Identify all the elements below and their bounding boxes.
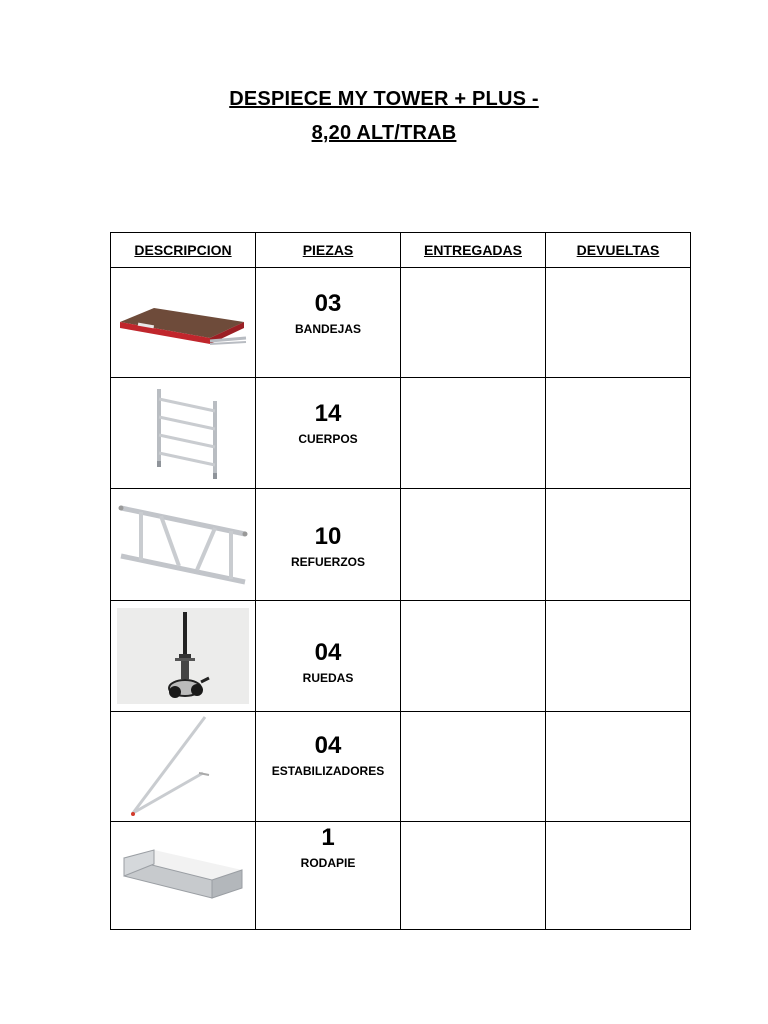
entregadas-cell[interactable]: [401, 601, 546, 712]
stabilizer-image: [111, 712, 256, 822]
qty-label: BANDEJAS: [294, 322, 361, 336]
table-row: [111, 489, 691, 601]
devueltas-cell[interactable]: [546, 489, 691, 601]
qty-label: REFUERZOS: [290, 555, 365, 569]
table-row: [111, 268, 691, 378]
entregadas-cell[interactable]: [401, 712, 546, 822]
page-title-line1: DESPIECE MY TOWER + PLUS -: [229, 88, 539, 110]
header-piezas: PIEZAS: [256, 233, 401, 268]
table-row: [111, 378, 691, 489]
qty-cell: [256, 822, 401, 930]
entregadas-cell[interactable]: [401, 378, 546, 489]
devueltas-cell[interactable]: [546, 712, 691, 822]
entregadas-cell[interactable]: [401, 489, 546, 601]
qty-cell: [256, 712, 401, 822]
table-row: [111, 822, 691, 930]
page-title-line2: 8,20 ALT/TRAB: [311, 122, 457, 144]
header-devueltas: DEVUELTAS: [546, 233, 691, 268]
parts-table: [110, 232, 691, 930]
qty-label: ESTABILIZADORES: [271, 764, 385, 778]
platform-image: [111, 268, 256, 378]
table-row: [111, 712, 691, 822]
table-row: [111, 601, 691, 712]
qty-value: 10: [314, 523, 342, 550]
qty-value: 03: [314, 290, 342, 317]
qty-value: 14: [314, 400, 342, 427]
qty-value: 1: [321, 824, 335, 851]
header-descripcion: DESCRIPCION: [111, 233, 256, 268]
entregadas-cell[interactable]: [401, 822, 546, 930]
qty-cell: [256, 378, 401, 489]
table-header-row: [111, 233, 691, 268]
brace-image: [111, 489, 256, 601]
qty-label: RODAPIE: [300, 856, 356, 870]
qty-cell: [256, 268, 401, 378]
frame-image: [111, 378, 256, 489]
qty-label: RUEDAS: [302, 671, 354, 685]
entregadas-cell[interactable]: [401, 268, 546, 378]
qty-cell: [256, 601, 401, 712]
devueltas-cell[interactable]: [546, 378, 691, 489]
devueltas-cell[interactable]: [546, 601, 691, 712]
toeboard-image: [111, 822, 256, 930]
devueltas-cell[interactable]: [546, 822, 691, 930]
qty-label: CUERPOS: [298, 432, 358, 446]
wheel-image: [111, 601, 256, 712]
header-entregadas: ENTREGADAS: [401, 233, 546, 268]
qty-value: 04: [314, 639, 342, 666]
devueltas-cell[interactable]: [546, 268, 691, 378]
qty-cell: [256, 489, 401, 601]
qty-value: 04: [314, 732, 342, 759]
